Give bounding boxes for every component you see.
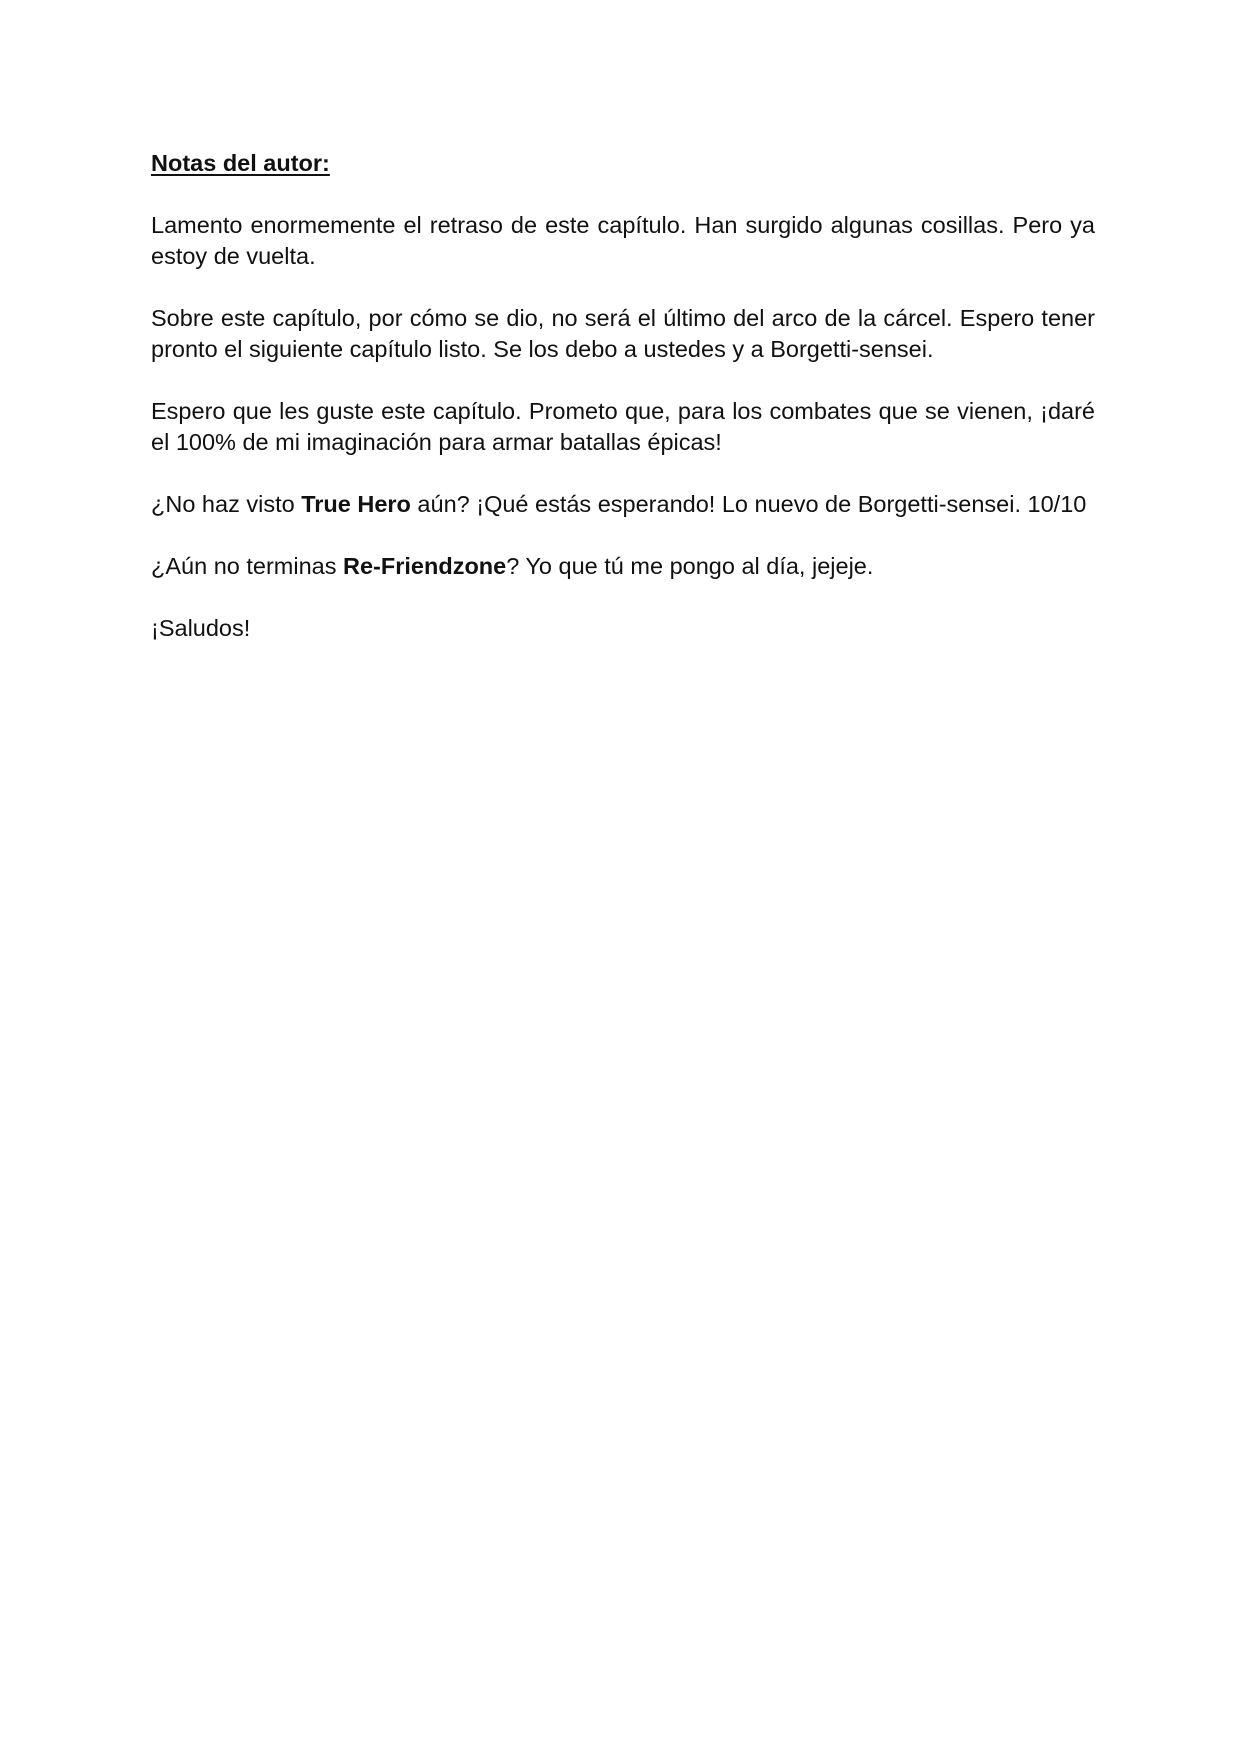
- notes-heading: Notas del autor:: [151, 150, 330, 176]
- paragraph-true-hero: [151, 489, 1095, 520]
- title-re-friendzone: Re-Friendzone: [343, 553, 507, 579]
- paragraph-re-friendzone: [151, 551, 1095, 582]
- text-segment: ¿Aún no terminas: [151, 553, 344, 579]
- title-true-hero: True Hero: [301, 491, 411, 517]
- text-segment: ? Yo que tú me pongo al día, jejeje.: [506, 553, 874, 579]
- paragraph-promise: Espero que les guste este capítulo. Prometo que, para los combates que se vienen, ¡daré el 100% de mi imaginación para armar batallas épicas!: [151, 398, 1095, 455]
- text-segment: ¿No haz visto: [151, 491, 302, 517]
- text-segment: aún? ¡Qué estás esperando! Lo nuevo de Borgetti-sensei. 10/10: [410, 491, 1087, 517]
- author-notes: [151, 148, 1095, 675]
- paragraph-greeting: ¡Saludos!: [151, 615, 251, 641]
- paragraph-apology: Lamento enormemente el retraso de este capítulo. Han surgido algunas cosillas. Pero ya estoy de vuelta.: [151, 212, 1095, 269]
- paragraph-chapter-info: Sobre este capítulo, por cómo se dio, no será el último del arco de la cárcel. Espero tener pronto el siguiente capítulo listo. Se los debo a ustedes y a Borgetti-sensei.: [151, 305, 1095, 362]
